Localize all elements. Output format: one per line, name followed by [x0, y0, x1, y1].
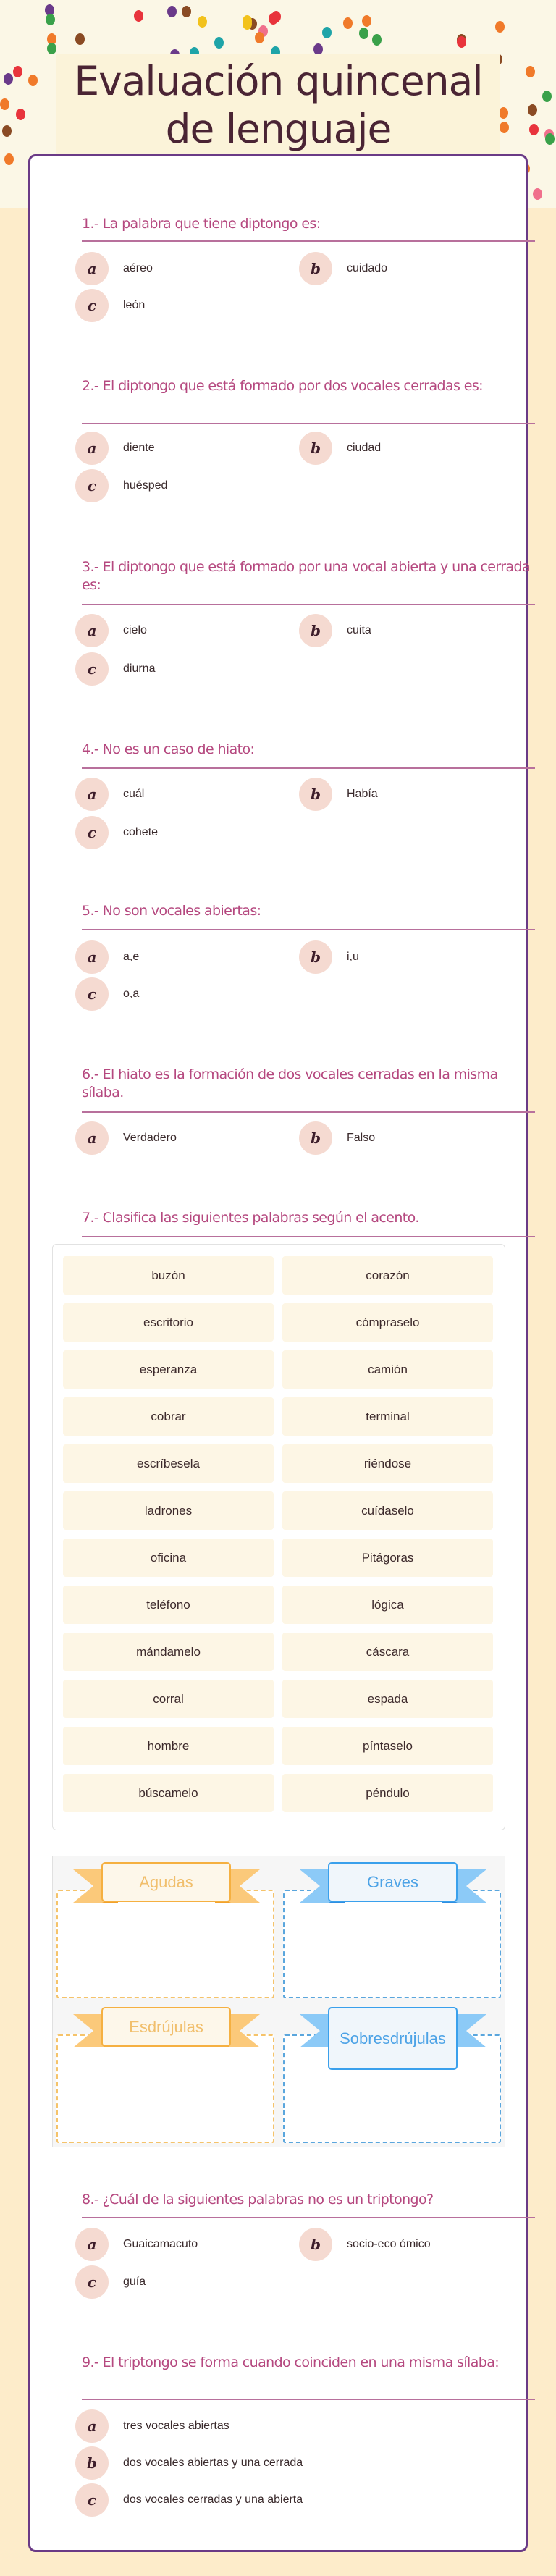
- answer-option-a[interactable]: [75, 432, 155, 465]
- confetti-dot: [533, 188, 542, 200]
- confetti-dot: [269, 13, 278, 25]
- confetti-dot: [372, 34, 382, 46]
- answer-option-b[interactable]: [299, 614, 371, 647]
- option-letter-badge: b: [299, 1121, 332, 1155]
- question-divider: [82, 1236, 535, 1237]
- confetti-dot: [182, 6, 191, 17]
- option-label: cuál: [123, 788, 145, 800]
- draggable-word-card[interactable]: cáscara: [282, 1633, 493, 1671]
- confetti-dot: [214, 37, 224, 49]
- confetti-dot: [167, 6, 177, 17]
- answer-option-c[interactable]: [75, 2483, 303, 2517]
- answer-option-a[interactable]: [75, 2228, 198, 2261]
- draggable-word-card[interactable]: ladrones: [63, 1491, 274, 1530]
- draggable-word-card[interactable]: espada: [282, 1680, 493, 1718]
- option-letter-badge: b: [299, 252, 332, 285]
- category-drop-area: [52, 1856, 505, 2147]
- draggable-word-card[interactable]: péndulo: [282, 1774, 493, 1812]
- option-label: diurna: [123, 662, 156, 675]
- question-title: 7.- Clasifica las siguientes palabras según el acento.: [82, 1210, 419, 1226]
- option-letter-badge: c: [75, 469, 109, 502]
- option-label: cielo: [123, 624, 147, 636]
- draggable-word-card[interactable]: camión: [282, 1350, 493, 1389]
- option-letter-badge: a: [75, 614, 109, 647]
- answer-option-b[interactable]: [299, 432, 381, 465]
- confetti-dot: [255, 32, 264, 43]
- option-letter-badge: a: [75, 940, 109, 974]
- draggable-word-card[interactable]: buzón: [63, 1256, 274, 1295]
- answer-option-a[interactable]: [75, 614, 147, 647]
- draggable-word-card[interactable]: búscamelo: [63, 1774, 274, 1812]
- option-letter-badge: a: [75, 252, 109, 285]
- option-letter-badge: b: [299, 2228, 332, 2261]
- option-letter-badge: a: [75, 2409, 109, 2443]
- answer-option-b[interactable]: [75, 2446, 303, 2480]
- confetti-dot: [542, 91, 552, 102]
- question-title: 2.- El diptongo que está formado por dos vocales cerradas es:: [82, 378, 483, 394]
- answer-option-a[interactable]: [75, 2409, 229, 2443]
- option-label: socio-eco ómico: [347, 2238, 431, 2250]
- option-label: a,e: [123, 951, 140, 963]
- confetti-dot: [243, 15, 252, 27]
- answer-option-c[interactable]: [75, 289, 145, 322]
- option-label: cohete: [123, 826, 159, 838]
- confetti-dot: [75, 33, 85, 45]
- answer-option-b[interactable]: [299, 940, 359, 974]
- option-letter-badge: a: [75, 432, 109, 465]
- option-label: dos vocales abiertas y una cerrada: [123, 2457, 303, 2469]
- confetti-dot: [545, 133, 555, 145]
- option-label: i,u: [347, 951, 359, 963]
- question-title: 6.- El hiato es la formación de dos vocales cerradas en la misma sílaba.: [82, 1066, 498, 1100]
- confetti-dot: [13, 66, 22, 77]
- confetti-dot: [322, 27, 332, 38]
- confetti-dot: [500, 122, 509, 133]
- draggable-word-card[interactable]: cuídaselo: [282, 1491, 493, 1530]
- draggable-word-card[interactable]: corazón: [282, 1256, 493, 1295]
- option-label: guía: [123, 2276, 146, 2288]
- confetti-dot: [4, 73, 13, 85]
- draggable-word-card[interactable]: oficina: [63, 1539, 274, 1577]
- confetti-dot: [2, 125, 12, 137]
- question-title: 9.- El triptongo se forma cuando coinciden en una misma sílaba:: [82, 2354, 500, 2370]
- question-title: 5.- No son vocales abiertas:: [82, 903, 261, 919]
- answer-option-a[interactable]: [75, 940, 139, 974]
- option-letter-badge: c: [75, 652, 109, 686]
- drop-zone-esdrújulas[interactable]: [56, 2034, 274, 2143]
- question-divider: [82, 929, 535, 930]
- confetti-dot: [359, 28, 368, 39]
- option-label: Guaicamacuto: [123, 2238, 198, 2250]
- option-letter-badge: c: [75, 816, 109, 849]
- confetti-dot: [47, 43, 56, 54]
- confetti-dot: [134, 10, 143, 22]
- draggable-word-card[interactable]: Pitágoras: [282, 1539, 493, 1577]
- option-letter-badge: c: [75, 977, 109, 1011]
- page-title: Evaluación quincenal de lenguaje: [74, 58, 483, 152]
- question-divider: [82, 767, 535, 769]
- draggable-word-card[interactable]: esperanza: [63, 1350, 274, 1389]
- title-banner: [56, 54, 500, 156]
- answer-option-a[interactable]: [75, 252, 153, 285]
- question-divider: [82, 423, 535, 424]
- option-label: león: [123, 299, 146, 311]
- draggable-word-card[interactable]: escritorio: [63, 1303, 274, 1342]
- answer-option-b[interactable]: [299, 778, 378, 811]
- category-label: Agudas: [101, 1862, 231, 1902]
- question-title: 1.- La palabra que tiene diptongo es:: [82, 216, 321, 232]
- question-divider: [82, 2217, 535, 2218]
- confetti-dot: [0, 98, 9, 110]
- option-label: cuidado: [347, 262, 388, 274]
- option-label: Falso: [347, 1132, 376, 1144]
- category-label: Graves: [328, 1862, 458, 1902]
- option-letter-badge: a: [75, 2228, 109, 2261]
- option-letter-badge: b: [75, 2446, 109, 2480]
- confetti-dot: [343, 17, 353, 29]
- question-title: 8.- ¿Cuál de la siguientes palabras no es un triptongo?: [82, 2192, 434, 2207]
- draggable-word-card[interactable]: cómpraselo: [282, 1303, 493, 1342]
- draggable-word-card[interactable]: terminal: [282, 1397, 493, 1436]
- draggable-word-card[interactable]: escríbesela: [63, 1444, 274, 1483]
- draggable-word-card[interactable]: cobrar: [63, 1397, 274, 1436]
- option-letter-badge: b: [299, 432, 332, 465]
- option-letter-badge: a: [75, 778, 109, 811]
- question-title: 3.- El diptongo que está formado por una vocal abierta y una cerrada es:: [82, 559, 531, 593]
- answer-option-c[interactable]: [75, 469, 167, 502]
- option-letter-badge: c: [75, 289, 109, 322]
- option-label: aéreo: [123, 262, 153, 274]
- option-label: diente: [123, 442, 155, 454]
- confetti-dot: [16, 109, 25, 120]
- answer-option-a[interactable]: [75, 1121, 177, 1155]
- option-label: ciudad: [347, 442, 382, 454]
- drop-zone-agudas[interactable]: [56, 1890, 274, 1998]
- category-label: Esdrújulas: [101, 2007, 231, 2047]
- confetti-dot: [198, 16, 207, 28]
- answer-option-c[interactable]: [75, 977, 139, 1011]
- question-divider: [82, 604, 535, 605]
- option-label: tres vocales abiertas: [123, 2420, 229, 2432]
- draggable-word-card[interactable]: riéndose: [282, 1444, 493, 1483]
- confetti-dot: [362, 15, 371, 27]
- option-label: huésped: [123, 479, 168, 492]
- confetti-dot: [529, 124, 539, 135]
- answer-option-b[interactable]: [299, 1121, 375, 1155]
- answer-option-c[interactable]: [75, 652, 155, 686]
- confetti-dot: [526, 66, 535, 77]
- draggable-word-card[interactable]: teléfono: [63, 1586, 274, 1624]
- option-letter-badge: c: [75, 2265, 109, 2299]
- category-label: Sobresdrújulas: [328, 2007, 458, 2070]
- confetti-dot: [46, 14, 55, 25]
- option-label: cuita: [347, 624, 371, 636]
- confetti-dot: [457, 36, 466, 48]
- confetti-dot: [313, 43, 323, 55]
- option-label: Verdadero: [123, 1132, 177, 1144]
- answer-option-a[interactable]: [75, 778, 144, 811]
- draggable-word-card[interactable]: corral: [63, 1680, 274, 1718]
- draggable-word-card[interactable]: hombre: [63, 1727, 274, 1765]
- answer-option-b[interactable]: [299, 252, 387, 285]
- draggable-word-card[interactable]: mándamelo: [63, 1633, 274, 1671]
- confetti-dot: [4, 153, 14, 165]
- option-letter-badge: b: [299, 940, 332, 974]
- question-title: 4.- No es un caso de hiato:: [82, 741, 255, 757]
- option-letter-badge: a: [75, 1121, 109, 1155]
- confetti-dot: [528, 104, 537, 116]
- option-letter-badge: b: [299, 778, 332, 811]
- draggable-word-card[interactable]: lógica: [282, 1586, 493, 1624]
- question-divider: [82, 1111, 535, 1113]
- option-letter-badge: b: [299, 614, 332, 647]
- drop-zone-graves[interactable]: [283, 1890, 501, 1998]
- answer-option-c[interactable]: [75, 816, 158, 849]
- option-letter-badge: c: [75, 2483, 109, 2517]
- draggable-word-card[interactable]: píntaselo: [282, 1727, 493, 1765]
- word-bank: [52, 1244, 505, 1830]
- option-label: dos vocales cerradas y una abierta: [123, 2493, 303, 2506]
- answer-option-b[interactable]: [299, 2228, 431, 2261]
- answer-option-c[interactable]: [75, 2265, 146, 2299]
- question-divider: [82, 240, 535, 242]
- option-label: o,a: [123, 988, 140, 1000]
- question-divider: [82, 2399, 535, 2400]
- confetti-dot: [28, 75, 38, 86]
- confetti-dot: [495, 21, 505, 33]
- option-label: Había: [347, 788, 378, 800]
